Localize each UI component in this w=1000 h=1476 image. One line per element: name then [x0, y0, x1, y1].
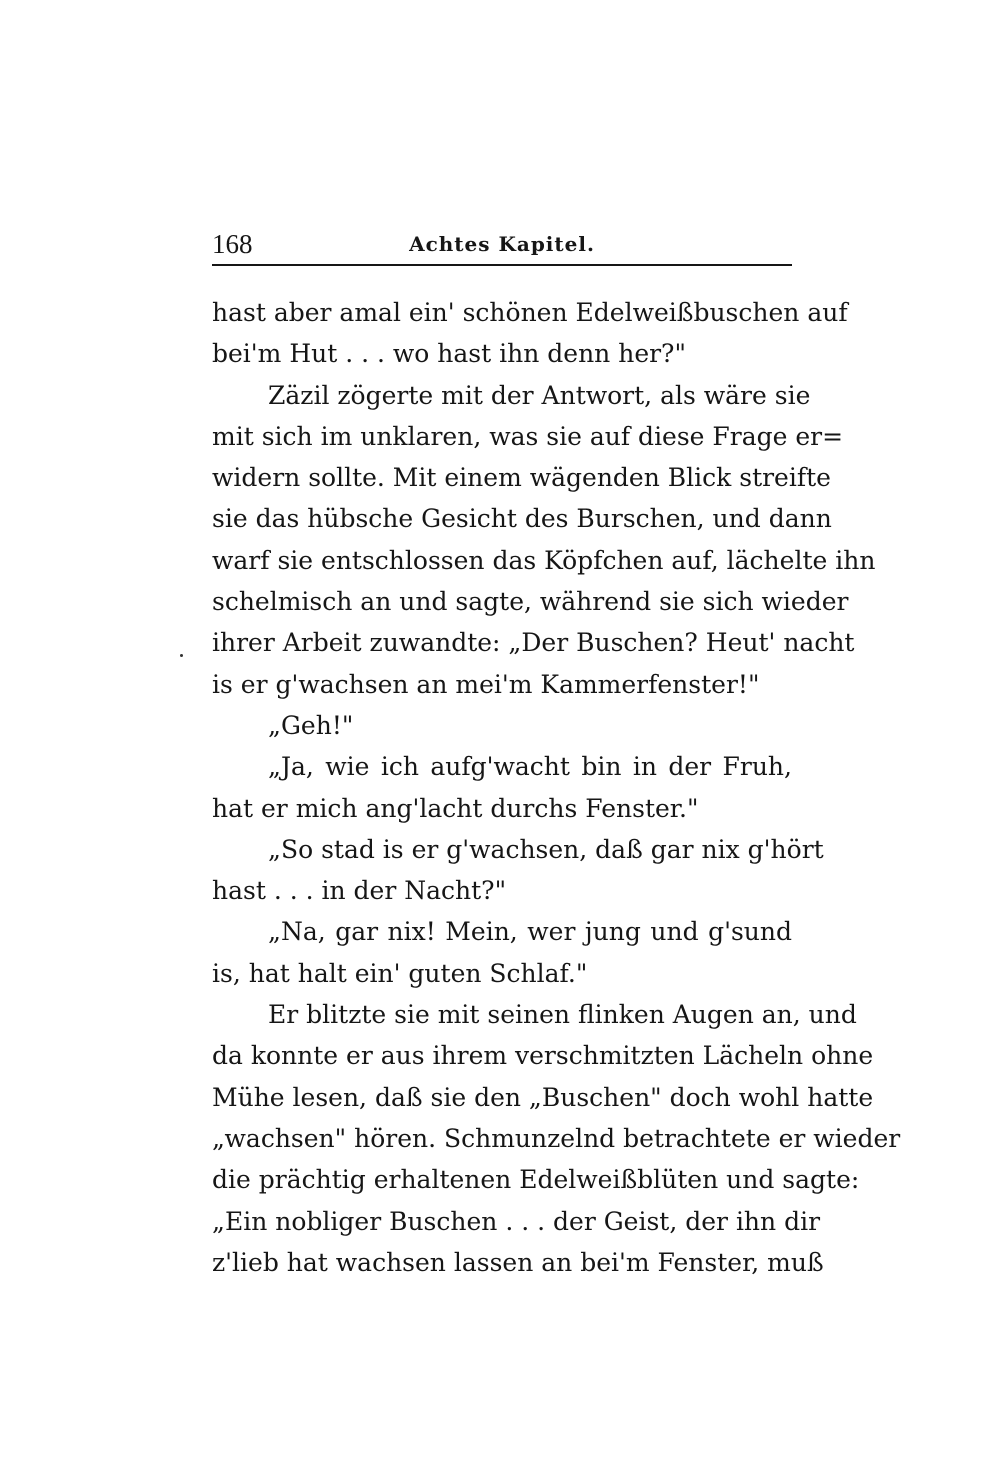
text-line: Er blitzte sie mit seinen flinken Augen an, und: [268, 1000, 857, 1030]
text-line: „Geh!": [268, 710, 354, 740]
text-line: ihrer Arbeit zuwandte: „Der Buschen? Heut' nacht: [212, 628, 855, 658]
text-line: die prächtig erhaltenen Edelweißblüten und sagte:: [212, 1165, 860, 1195]
text-line: warf sie entschlossen das Köpfchen auf, lächelte ihn: [212, 545, 876, 575]
text-line: bei'm Hut . . . wo hast ihn denn her?": [212, 339, 686, 369]
text-line: „wachsen" hören. Schmunzelnd betrachtete er wieder: [212, 1123, 901, 1153]
text-line: hast aber amal ein' schönen Edelweißbuschen auf: [212, 298, 848, 327]
body-text: [212, 292, 901, 1283]
text-line: „Ja, wie ich aufg'wacht bin in der Fruh,: [268, 752, 792, 782]
page-header: [212, 226, 792, 262]
text-line: hast . . . in der Nacht?": [212, 876, 507, 906]
text-line: hat er mich ang'lacht durchs Fenster.": [212, 793, 699, 823]
text-line: „Ein nobliger Buschen . . . der Geist, der ihn dir: [212, 1206, 821, 1236]
running-title: Achtes Kapitel.: [409, 232, 595, 256]
text-line: mit sich im unklaren, was sie auf diese Frage er=: [212, 421, 844, 451]
text-line: sie das hübsche Gesicht des Burschen, und dann: [212, 504, 832, 534]
text-line: schelmisch an und sagte, während sie sich wieder: [212, 587, 849, 617]
header-rule: [212, 264, 792, 266]
text-line: „Na, gar nix! Mein, wer jung und g'sund: [268, 917, 792, 947]
text-line: Zäzil zögerte mit der Antwort, als wäre sie: [268, 380, 811, 410]
text-line: is er g'wachsen an mei'm Kammerfenster!": [212, 669, 760, 699]
text-line: „So stad is er g'wachsen, daß gar nix g'hört: [268, 834, 824, 864]
text-line: da konnte er aus ihrem verschmitzten Lächeln ohne: [212, 1041, 874, 1071]
page-number: 168: [212, 229, 253, 259]
text-line: z'lieb hat wachsen lassen an bei'm Fenster, muß: [212, 1247, 824, 1277]
text-line: is, hat halt ein' guten Schlaf.": [212, 958, 588, 988]
margin-mark: [180, 654, 183, 657]
text-line: Mühe lesen, daß sie den „Buschen" doch wohl hatte: [212, 1082, 874, 1112]
text-line: widern sollte. Mit einem wägenden Blick streifte: [212, 463, 831, 493]
